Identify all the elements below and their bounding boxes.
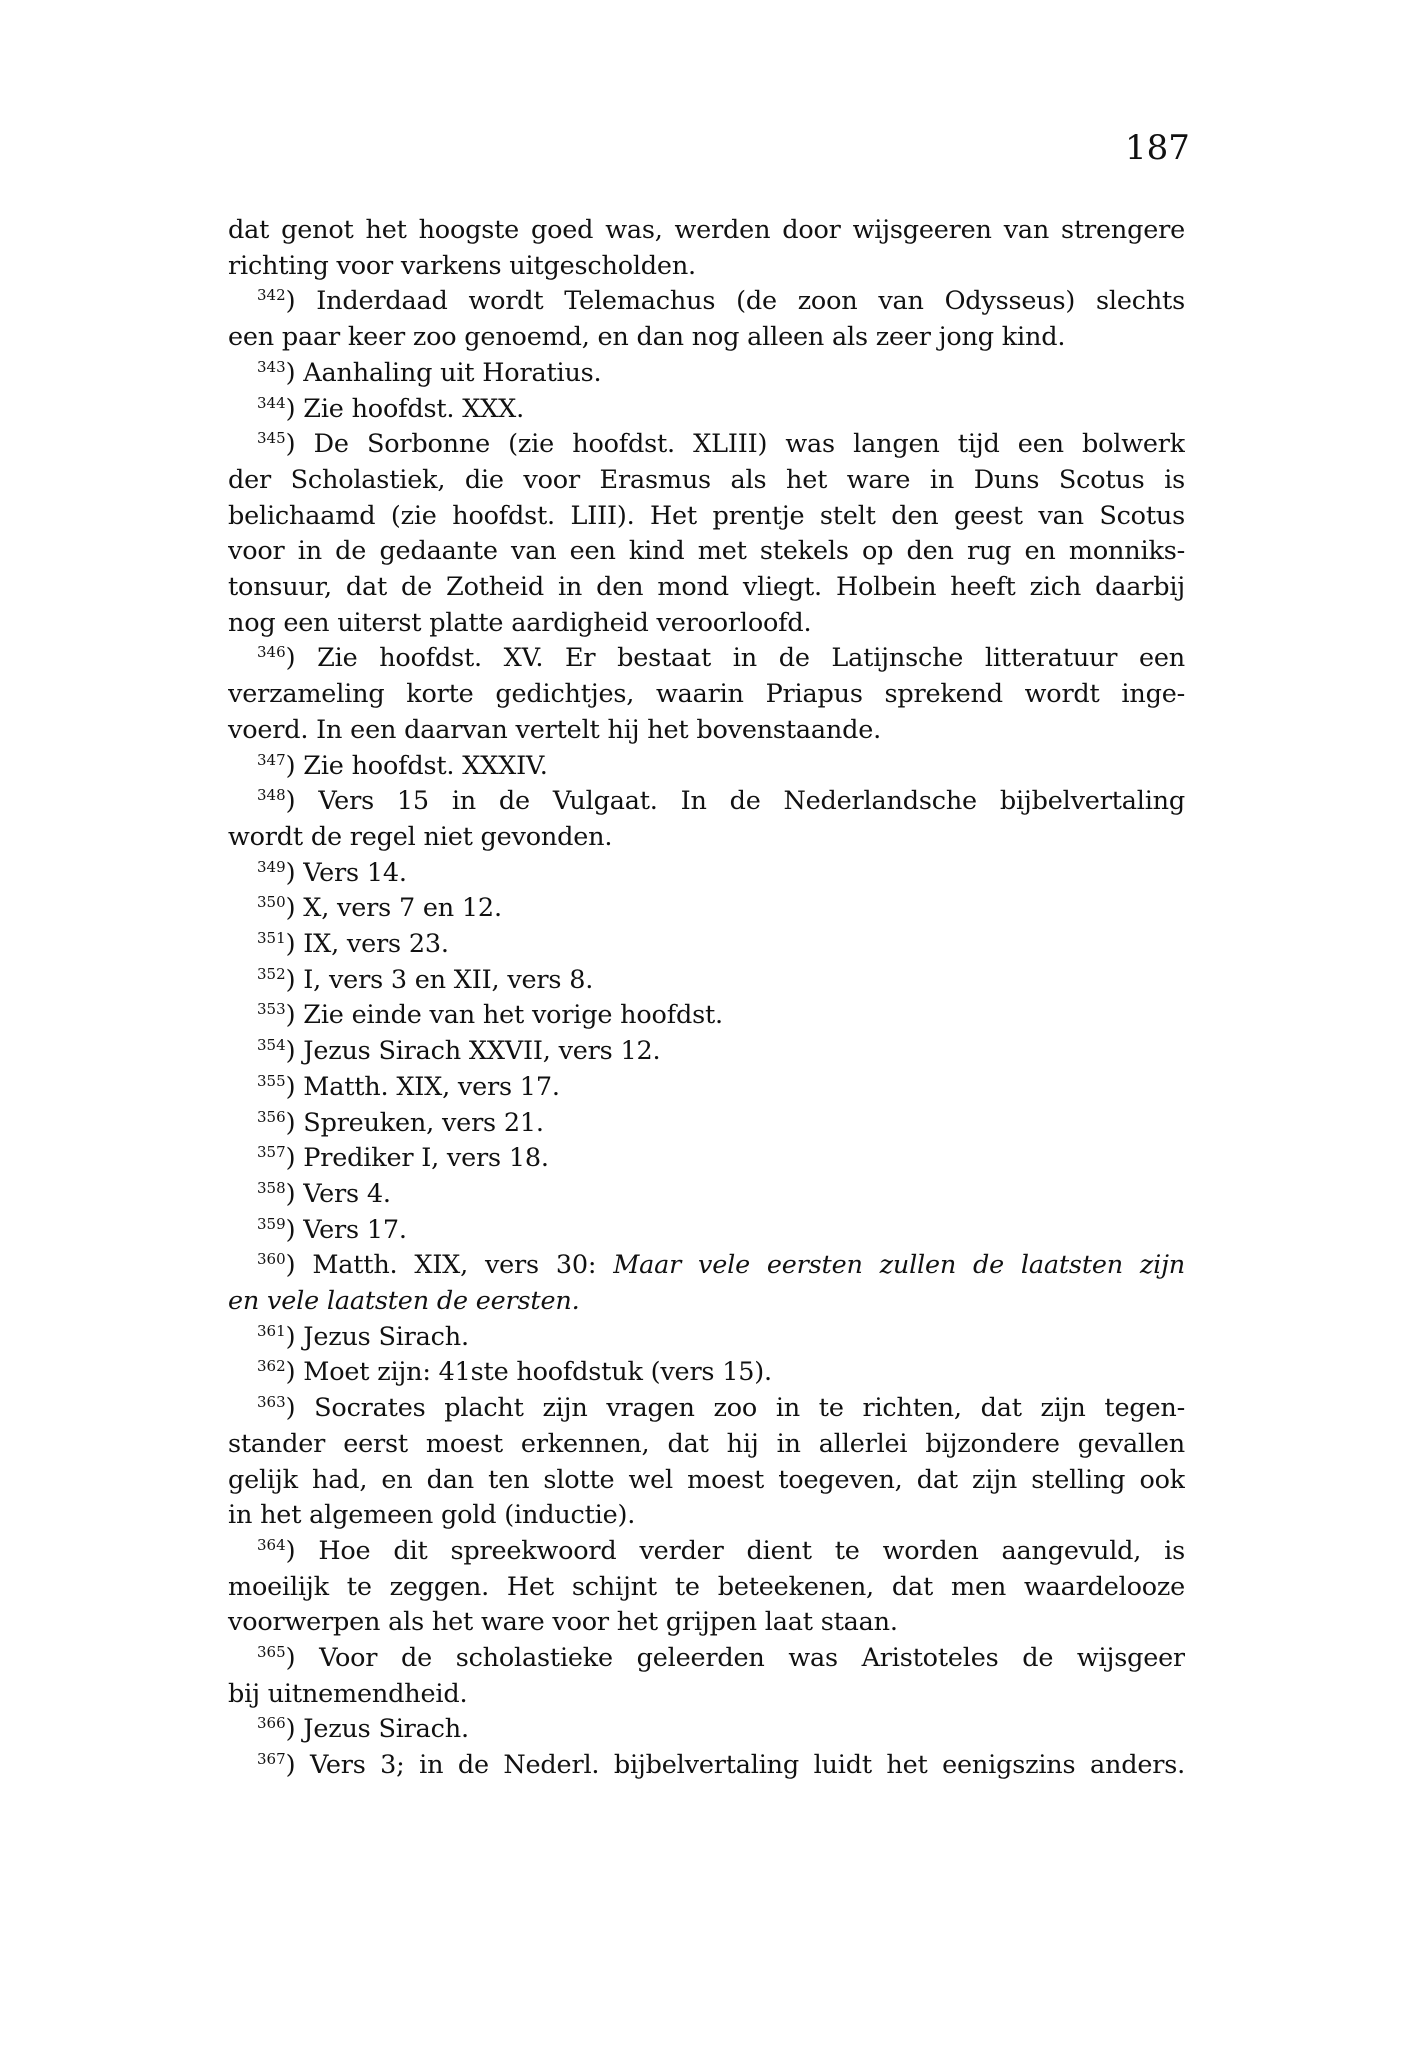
footnote-number: 352 bbox=[257, 964, 286, 983]
footnote-paren: ) bbox=[285, 1250, 313, 1281]
text-line bbox=[228, 1426, 1185, 1462]
line-text: Jezus Sirach. bbox=[303, 1714, 469, 1745]
footnote-361 bbox=[257, 1319, 469, 1355]
footnote-number: 350 bbox=[257, 893, 286, 912]
line-text: moeilijk te zeggen. Het schijnt te beteekenen, dat men waardelooze bbox=[228, 1571, 1185, 1602]
footnote-362 bbox=[257, 1354, 772, 1390]
line-text: Vers 4. bbox=[303, 1178, 391, 1209]
text-line bbox=[228, 319, 1065, 355]
text-line bbox=[228, 1283, 579, 1319]
footnote-344 bbox=[257, 391, 524, 427]
footnote-365 bbox=[257, 1640, 1185, 1676]
footnote-364 bbox=[257, 1533, 1185, 1569]
text-line bbox=[228, 819, 612, 855]
footnote-paren: ) bbox=[285, 393, 304, 424]
footnote-number: 367 bbox=[257, 1750, 286, 1769]
line-text: voor in de gedaante van een kind met stekels op den rug en monniks- bbox=[228, 536, 1185, 567]
footnote-355 bbox=[257, 1069, 560, 1105]
line-text: Socrates placht zijn vragen zoo in te richten, dat zijn tegen- bbox=[314, 1393, 1185, 1424]
footnote-number: 358 bbox=[257, 1178, 286, 1197]
footnote-354 bbox=[257, 1033, 660, 1069]
text-line bbox=[228, 1604, 898, 1640]
footnote-367 bbox=[257, 1747, 1185, 1783]
footnote-349 bbox=[257, 855, 407, 891]
footnote-number: 354 bbox=[257, 1036, 286, 1055]
footnote-358 bbox=[257, 1176, 391, 1212]
text-line bbox=[228, 1497, 635, 1533]
footnote-number: 355 bbox=[257, 1071, 286, 1090]
footnote-paren: ) bbox=[285, 357, 304, 388]
footnote-paren: ) bbox=[285, 1393, 315, 1424]
footnote-356 bbox=[257, 1105, 544, 1141]
footnote-number: 365 bbox=[257, 1643, 286, 1661]
line-text: X, vers 7 en 12. bbox=[303, 893, 502, 924]
text-line bbox=[228, 569, 1185, 605]
text-line bbox=[228, 248, 696, 284]
text-line bbox=[228, 605, 811, 641]
line-text: nog een uiterst platte aardigheid veroorloofd. bbox=[228, 607, 812, 638]
line-text: Vers 17. bbox=[303, 1214, 407, 1245]
footnote-paren: ) bbox=[285, 1714, 304, 1745]
footnote-number: 348 bbox=[257, 786, 286, 805]
line-text: Vers 14. bbox=[303, 857, 407, 888]
line-text: Jezus Sirach. bbox=[303, 1321, 469, 1352]
footnote-350 bbox=[257, 890, 502, 926]
footnote-paren: ) bbox=[285, 1178, 304, 1209]
footnote-360 bbox=[257, 1247, 1185, 1283]
line-text: stander eerst moest erkennen, dat hij in allerlei bijzondere gevallen bbox=[228, 1428, 1185, 1459]
line-text: Zie hoofdst. XXX. bbox=[303, 393, 524, 424]
footnote-363 bbox=[257, 1390, 1185, 1426]
line-text: Vers 15 in de Vulgaat. In de Nederlandsche bijbelvertaling bbox=[318, 786, 1185, 817]
page-number: 187 bbox=[1125, 128, 1190, 168]
footnote-number: 346 bbox=[257, 643, 286, 662]
line-text: voorwerpen als het ware voor het grijpen laat staan. bbox=[228, 1607, 898, 1638]
footnote-paren: ) bbox=[285, 1321, 304, 1352]
footnote-paren: ) bbox=[285, 786, 319, 817]
footnote-paren: ) bbox=[285, 429, 314, 460]
footnote-paren: ) bbox=[285, 893, 304, 924]
footnote-number: 344 bbox=[257, 393, 286, 412]
footnote-number: 360 bbox=[257, 1250, 286, 1269]
italic-quote: en vele laatsten de eersten. bbox=[228, 1286, 580, 1316]
line-text: Voor de scholastieke geleerden was Aristoteles de wijsgeer bbox=[319, 1643, 1185, 1673]
line-text: dat genot het hoogste goed was, werden door wijsgeeren van strengere bbox=[228, 215, 1185, 245]
footnote-paren: ) bbox=[285, 286, 317, 317]
footnote-342 bbox=[257, 283, 1185, 319]
footnote-348 bbox=[257, 783, 1185, 819]
footnote-352 bbox=[257, 962, 593, 998]
text-line bbox=[228, 533, 1185, 569]
footnote-number: 351 bbox=[257, 929, 286, 947]
line-text: verzameling korte gedichtjes, waarin Priapus sprekend wordt inge- bbox=[228, 679, 1185, 710]
line-text: I, vers 3 en XII, vers 8. bbox=[303, 964, 594, 995]
footnote-number: 356 bbox=[257, 1107, 286, 1126]
footnote-number: 349 bbox=[257, 857, 286, 876]
footnote-paren: ) bbox=[285, 857, 304, 888]
line-text: tonsuur, dat de Zotheid in den mond vliegt. Holbein heeft zich daarbij bbox=[228, 572, 1185, 602]
italic-quote: Maar vele eersten zullen de laatsten zijn bbox=[613, 1250, 1185, 1281]
footnote-number: 345 bbox=[257, 429, 286, 448]
footnote-359 bbox=[257, 1212, 407, 1248]
line-text: Inderdaad wordt Telemachus (de zoon van Odysseus) slechts bbox=[316, 286, 1185, 317]
line-text: Aanhaling uit Horatius. bbox=[303, 357, 602, 388]
footnote-number: 361 bbox=[257, 1321, 286, 1340]
footnote-number: 343 bbox=[257, 357, 286, 376]
text-line bbox=[228, 676, 1185, 712]
text-line bbox=[228, 712, 881, 748]
text-line bbox=[228, 212, 1185, 248]
footnote-number: 359 bbox=[257, 1214, 286, 1233]
line-text: Zie hoofdst. XXXIV. bbox=[303, 750, 548, 781]
footnote-paren: ) bbox=[285, 1214, 304, 1245]
footnote-347 bbox=[257, 748, 548, 784]
line-text: Zie hoofdst. XV. Er bestaat in de Latijnsche litteratuur een bbox=[317, 643, 1185, 674]
footnote-343 bbox=[257, 355, 601, 391]
footnote-353 bbox=[257, 997, 723, 1033]
footnote-paren: ) bbox=[285, 1643, 320, 1673]
line-text: Prediker I, vers 18. bbox=[303, 1143, 549, 1174]
footnote-number: 364 bbox=[257, 1535, 286, 1554]
line-text: gelijk had, en dan ten slotte wel moest toegeven, dat zijn stelling ook bbox=[228, 1464, 1185, 1495]
footnote-paren: ) bbox=[285, 1750, 310, 1781]
line-text: bij uitnemendheid. bbox=[228, 1678, 468, 1709]
text-line bbox=[228, 498, 1185, 534]
line-text: in het algemeen gold (inductie). bbox=[228, 1500, 636, 1531]
line-text: Zie einde van het vorige hoofdst. bbox=[303, 1000, 723, 1031]
line-text: IX, vers 23. bbox=[303, 929, 449, 959]
footnote-paren: ) bbox=[285, 964, 304, 995]
text-line bbox=[228, 462, 1185, 498]
line-text: Hoe dit spreekwoord verder dient te worden aangevuld, is bbox=[318, 1535, 1185, 1566]
line-text: Spreuken, vers 21. bbox=[303, 1107, 544, 1138]
footnote-paren: ) bbox=[285, 1107, 304, 1138]
line-text: Jezus Sirach XXVII, vers 12. bbox=[303, 1036, 661, 1067]
footnote-paren: ) bbox=[285, 1036, 304, 1067]
line-text: richting voor varkens uitgescholden. bbox=[228, 250, 696, 281]
line-text: voerd. In een daarvan vertelt hij het bovenstaande. bbox=[228, 714, 882, 745]
footnote-number: 366 bbox=[257, 1714, 286, 1733]
footnote-351 bbox=[257, 926, 449, 962]
footnote-number: 347 bbox=[257, 750, 286, 769]
footnote-paren: ) bbox=[285, 1535, 319, 1566]
footnote-number: 363 bbox=[257, 1393, 286, 1412]
line-text: De Sorbonne (zie hoofdst. XLIII) was langen tijd een bolwerk bbox=[313, 429, 1185, 460]
line-text: Vers 3; in de Nederl. bijbelvertaling luidt het eenigszins anders. bbox=[309, 1750, 1185, 1781]
line-text: een paar keer zoo genoemd, en dan nog alleen als zeer jong kind. bbox=[228, 322, 1066, 353]
line-text: Matth. XIX, vers 17. bbox=[303, 1071, 560, 1102]
footnote-345 bbox=[257, 426, 1185, 462]
text-line bbox=[228, 1462, 1185, 1498]
footnote-number: 362 bbox=[257, 1357, 286, 1376]
text-line bbox=[228, 1569, 1185, 1605]
footnote-paren: ) bbox=[285, 1357, 304, 1388]
footnote-346 bbox=[257, 640, 1185, 676]
footnote-paren: ) bbox=[285, 1071, 304, 1102]
footnote-paren: ) bbox=[285, 1143, 304, 1174]
footnote-357 bbox=[257, 1140, 549, 1176]
footnote-366 bbox=[257, 1711, 469, 1747]
line-text: der Scholastiek, die voor Erasmus als het ware in Duns Scotus is bbox=[228, 464, 1185, 495]
footnote-number: 357 bbox=[257, 1143, 286, 1162]
line-text: belichaamd (zie hoofdst. LIII). Het prentje stelt den geest van Scotus bbox=[228, 500, 1185, 531]
text-line bbox=[228, 1676, 467, 1712]
footnote-number: 353 bbox=[257, 1000, 286, 1019]
footnote-number: 342 bbox=[257, 286, 286, 305]
footnote-paren: ) bbox=[285, 1000, 304, 1031]
footnote-paren: ) bbox=[285, 750, 304, 781]
line-text: wordt de regel niet gevonden. bbox=[228, 821, 613, 852]
footnote-paren: ) bbox=[285, 643, 318, 674]
footnote-paren: ) bbox=[285, 929, 304, 959]
line-text: Matth. XIX, vers 30: bbox=[312, 1250, 614, 1281]
line-text: Moet zijn: 41ste hoofdstuk (vers 15). bbox=[303, 1357, 772, 1388]
